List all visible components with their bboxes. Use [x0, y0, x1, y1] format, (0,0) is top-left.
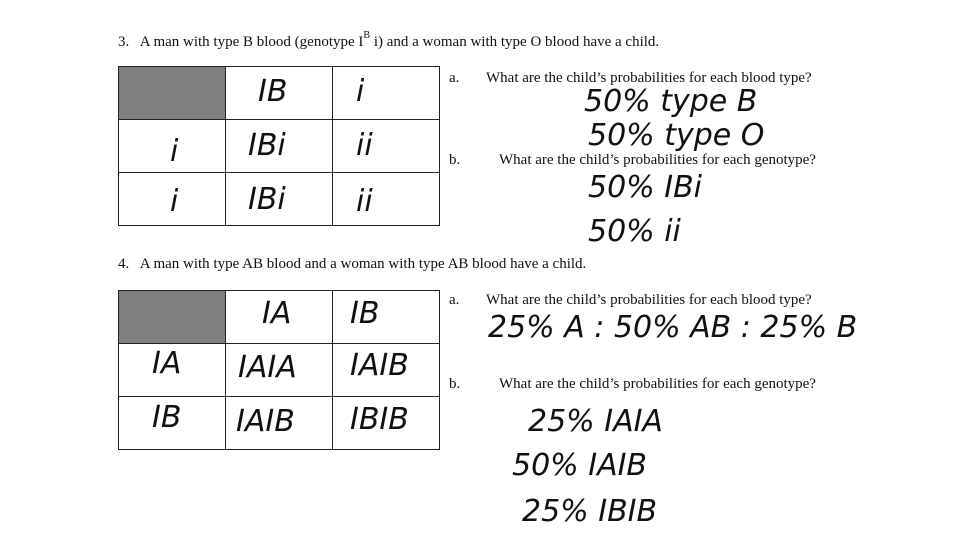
punnett-corner [119, 291, 226, 344]
q3a-text: What are the child’s probabilities for each blood type? [486, 70, 812, 86]
q3a-label: a. [449, 70, 460, 86]
q4-col1-allele: IA [262, 296, 292, 331]
q4-row1-c1: IAIA [238, 350, 297, 385]
q3-col1-allele: IB [258, 74, 288, 109]
q3a-answer-2: 50% type O [588, 118, 765, 153]
q4a-text: What are the child’s probabilities for each blood type? [486, 292, 812, 308]
q4b-label: b. [449, 376, 461, 392]
q3-row1-c1: IBi [248, 128, 286, 163]
q3-row1-c2: ii [356, 128, 373, 163]
q3b-answer-2: 50% ii [588, 214, 681, 249]
q3a-answer-1: 50% type B [584, 84, 758, 119]
punnett-cell [333, 120, 440, 173]
question-4 [118, 256, 586, 273]
question-4-number: 4. [118, 256, 130, 272]
q4b-answer-1: 25% IAIA [528, 404, 663, 439]
question-3-text-before: A man with type B blood (genotype I [139, 34, 364, 50]
q3b-answer-1: 50% IBi [588, 170, 702, 205]
question-4-text: A man with type AB blood and a woman with type AB blood have a child. [139, 256, 587, 272]
q3-row1-allele: i [170, 134, 179, 169]
punnett-cell [333, 67, 440, 120]
q4b-answer-3: 25% IBIB [522, 494, 658, 529]
punnett-cell [333, 291, 440, 344]
q4a-label: a. [449, 292, 460, 308]
q4-row2-c2: IBIB [350, 402, 409, 437]
q4-row2-allele: IB [152, 400, 182, 435]
q3b-label: b. [449, 152, 461, 168]
punnett-corner [119, 67, 226, 120]
question-3-number: 3. [118, 34, 130, 50]
q3b-text: What are the child’s probabilities for each genotype? [499, 152, 816, 168]
q4a-answer-1: 25% A : 50% AB : 25% B [488, 310, 858, 345]
q3-col2-allele: i [356, 74, 365, 109]
q3-row2-c1: IBi [248, 182, 286, 217]
question-3-sup: B [363, 30, 371, 41]
q4b-text: What are the child’s probabilities for each genotype? [499, 376, 816, 392]
question-3 [118, 32, 659, 51]
question-3-text-after: i) and a woman with type O blood have a child. [370, 34, 660, 50]
q3-row2-c2: ii [356, 184, 373, 219]
q3-row2-allele: i [170, 184, 179, 219]
q4-row1-c2: IAIB [350, 348, 409, 383]
q4b-answer-2: 50% IAIB [512, 448, 648, 483]
q4-col2-allele: IB [350, 296, 380, 331]
q4-row2-c1: IAIB [236, 404, 295, 439]
q4-row1-allele: IA [152, 346, 182, 381]
punnett-cell [333, 173, 440, 226]
